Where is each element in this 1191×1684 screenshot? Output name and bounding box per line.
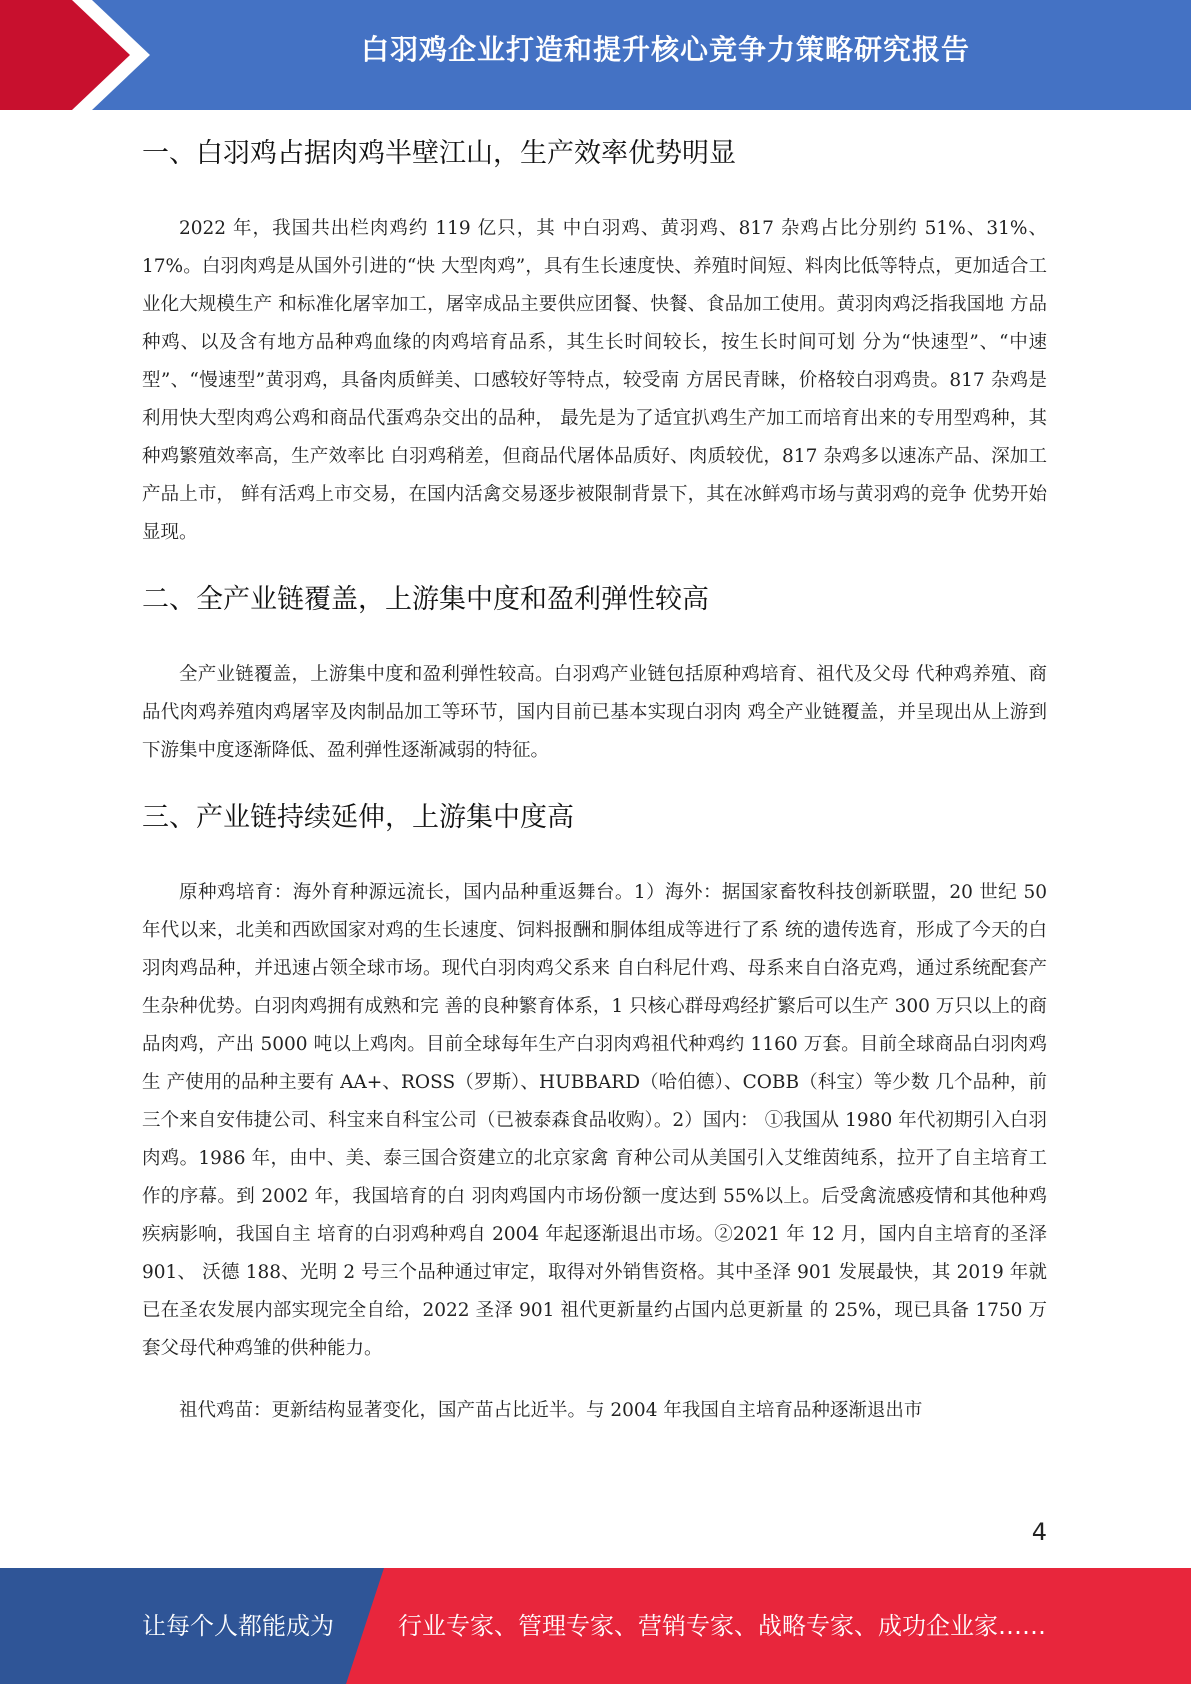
- footer-slogan-left: 让每个人都能成为: [142, 1612, 334, 1640]
- footer-slogan-right: 行业专家、管理专家、营销专家、战略专家、成功企业家……: [398, 1612, 1046, 1640]
- page-number: 4: [1031, 1518, 1047, 1546]
- section-3-paragraph-2: 祖代鸡苗：更新结构显著变化，国产苗占比近半。与 2004 年我国自主培育品种逐渐退出市: [179, 1400, 923, 1421]
- section-heading-3: 三、产业链持续延伸，上游集中度高: [142, 802, 574, 833]
- section-2-paragraph: 全产业链覆盖，上游集中度和盈利弹性较高。白羽鸡产业链包括原种鸡培育、祖代及父母 代种鸡养殖、商品代肉鸡养殖肉鸡屠宰及肉制品加工等环节，国内目前已基本实现白羽肉 鸡全产业链覆盖，并呈现出从上游到下游集中度逐渐降低、盈利弹性逐渐减弱的特征。: [142, 664, 1047, 761]
- section-1-paragraph: 2022 年，我国共出栏肉鸡约 119 亿只，其 中白羽鸡、黄羽鸡、817 杂鸡占比分别约 51%、31%、17%。白羽肉鸡是从国外引进的“快 大型肉鸡”，具有生长速度快、养殖时间短、料肉比低等特点，更加适合工业化大规模生产 和标准化屠宰加工，屠宰成品主要供应团餐、快餐、食品加工使用。黄羽肉鸡泛指我国地 方品种鸡、以及含有地方品种鸡血缘的肉鸡培育品系，其生长时间较长，按生长时间可划 分为“快速型”、“中速型”、“慢速型”黄羽鸡，具备肉质鲜美、口感较好等特点，较受南 方居民青睐，价格较白羽鸡贵。817 杂鸡是利用快大型肉鸡公鸡和商品代蛋鸡杂交出的品种， 最先是为了适宜扒鸡生产加工而培育出来的专用型鸡种，其种鸡繁殖效率高，生产效率比 白羽鸡稍差，但商品代屠体品质好、肉质较优，817 杂鸡多以速冻产品、深加工产品上市， 鲜有活鸡上市交易，在国内活禽交易逐步被限制背景下，其在冰鲜鸡市场与黄羽鸡的竞争 优势开始显现。: [142, 218, 1047, 543]
- section-heading-2: 二、全产业链覆盖，上游集中度和盈利弹性较高: [142, 584, 709, 615]
- document-body: [142, 128, 1047, 1430]
- section-3-paragraph-1: 原种鸡培育：海外育种源远流长，国内品种重返舞台。1）海外：据国家畜牧科技创新联盟，20 世纪 50 年代以来，北美和西欧国家对鸡的生长速度、饲料报酬和胴体组成等进行了系 统的遗传选育，形成了今天的白羽肉鸡品种，并迅速占领全球市场。现代白羽肉鸡父系来 自白科尼什鸡、母系来自白洛克鸡，通过系统配套产生杂种优势。白羽肉鸡拥有成熟和完 善的良种繁育体系，1 只核心群母鸡经扩繁后可以生产 300 万只以上的商品肉鸡，产出 5000 吨以上鸡肉。目前全球每年生产白羽肉鸡祖代种鸡约 1160 万套。目前全球商品白羽肉鸡生 产使用的品种主要有 AA+、ROSS（罗斯）、HUBBARD（哈伯德）、COBB（科宝）等少数 几个品种，前三个来自安伟捷公司、科宝来自科宝公司（已被泰森食品收购）。2）国内： ①我国从 1980 年代初期引入白羽肉鸡。1986 年，由中、美、泰三国合资建立的北京家禽 育种公司从美国引入艾维茵纯系，拉开了自主培育工作的序幕。到 2002 年，我国培育的白 羽肉鸡国内市场份额一度达到 55%以上。后受禽流感疫情和其他种鸡疾病影响，我国自主 培育的白羽鸡种鸡自 2004 年起逐渐退出市场。②2021 年 12 月，国内自主培育的圣泽 901、 沃德 188、光明 2 号三个品种通过审定，取得对外销售资格。其中圣泽 901 发展最快，其 2019 年就已在圣农发展内部实现完全自给，2022 圣泽 901 祖代更新量约占国内总更新量 的 25%，现已具备 1750 万套父母代种鸡雏的供种能力。: [142, 882, 1047, 1359]
- document-title: 白羽鸡企业打造和提升核心竞争力策略研究报告: [360, 33, 970, 66]
- header-arrow: [0, 0, 130, 110]
- header-band: [0, 0, 1191, 110]
- footer-band: [0, 1568, 1191, 1684]
- section-heading-1: 一、白羽鸡占据肉鸡半壁江山，生产效率优势明显: [142, 138, 736, 169]
